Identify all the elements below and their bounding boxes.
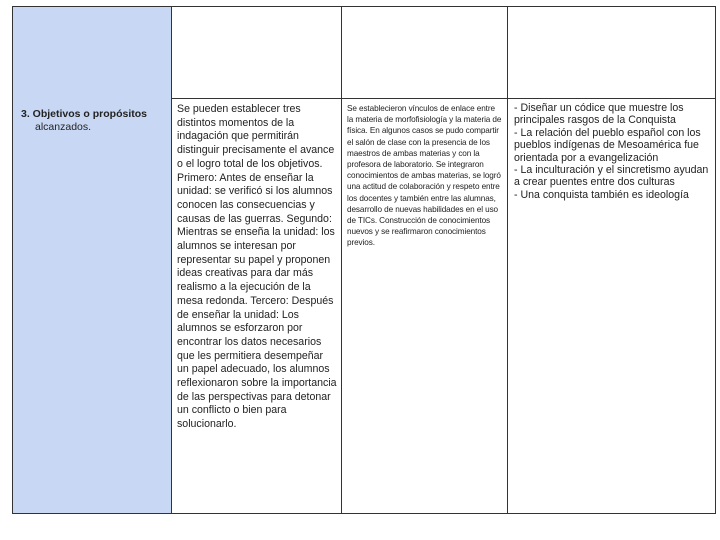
empty-label-cell xyxy=(13,7,172,98)
content-cell-4 xyxy=(508,98,715,513)
table-row xyxy=(13,98,715,513)
content-cell-2 xyxy=(172,98,342,513)
table-row xyxy=(13,7,715,99)
column2-text: Se pueden establecer tres distintos momentos de la indagación que permitirán distinguir precisamente el avance o el logro total de los objetivos. Primero: Antes de enseñar la unidad: se verificó si los alumnos conocen las consecuencias y causas de las guerras. Segundo: Mientras se enseña la unidad: los alumnos se interesan por representar su papel y proponen ideas creativas para dar más realismo a la ejecución de la mesa redonda. Tercero: Después de enseñar la unidad: Los alumnos se esforzaron por encontrar los datos necesarios que les permitiera desempeñar un papel adecuado, los alumnos reflexionaron sobre la importancia de las perspectivas para detonar un conflicto o bien para solucionarlo. xyxy=(177,103,337,431)
column3-text: Se establecieron vínculos de enlace entre la materia de morfofisiología y la materia de física. En algunos casos se pudo compartir el salón de clase con la presencia de los maestros de ambas materias y con la profesora de laboratorio. Se integraron conocimientos de ambas materias, se logró una actitud de colaboración y respeto entre los docentes y también entre las alumnas, desarrollo de nuevas habilidades en el uso de TICs. Construcción de conocimientos nuevos y se reafirmaron conocimientos previos. xyxy=(347,104,502,248)
row-label xyxy=(13,98,171,134)
column4-text: - Diseñar un códice que muestre los principales rasgos de la Conquista - La relación del pueblo español con los pueblos indígenas de Mesoamérica fue orientada por a evangelización - La inculturación y el sincretismo ayudan a crear puentes entre dos culturas - Una conquista también es ideología xyxy=(514,102,709,201)
empty-cell xyxy=(342,7,508,98)
row-label-subtitle: alcanzados. xyxy=(35,121,92,133)
empty-cell xyxy=(172,7,342,98)
document-table xyxy=(12,6,716,514)
empty-cell xyxy=(508,7,715,98)
row-label-title: 3. Objetivos o propósitos xyxy=(21,108,148,120)
content-cell-3 xyxy=(342,98,508,513)
row-label-cell xyxy=(13,98,172,513)
